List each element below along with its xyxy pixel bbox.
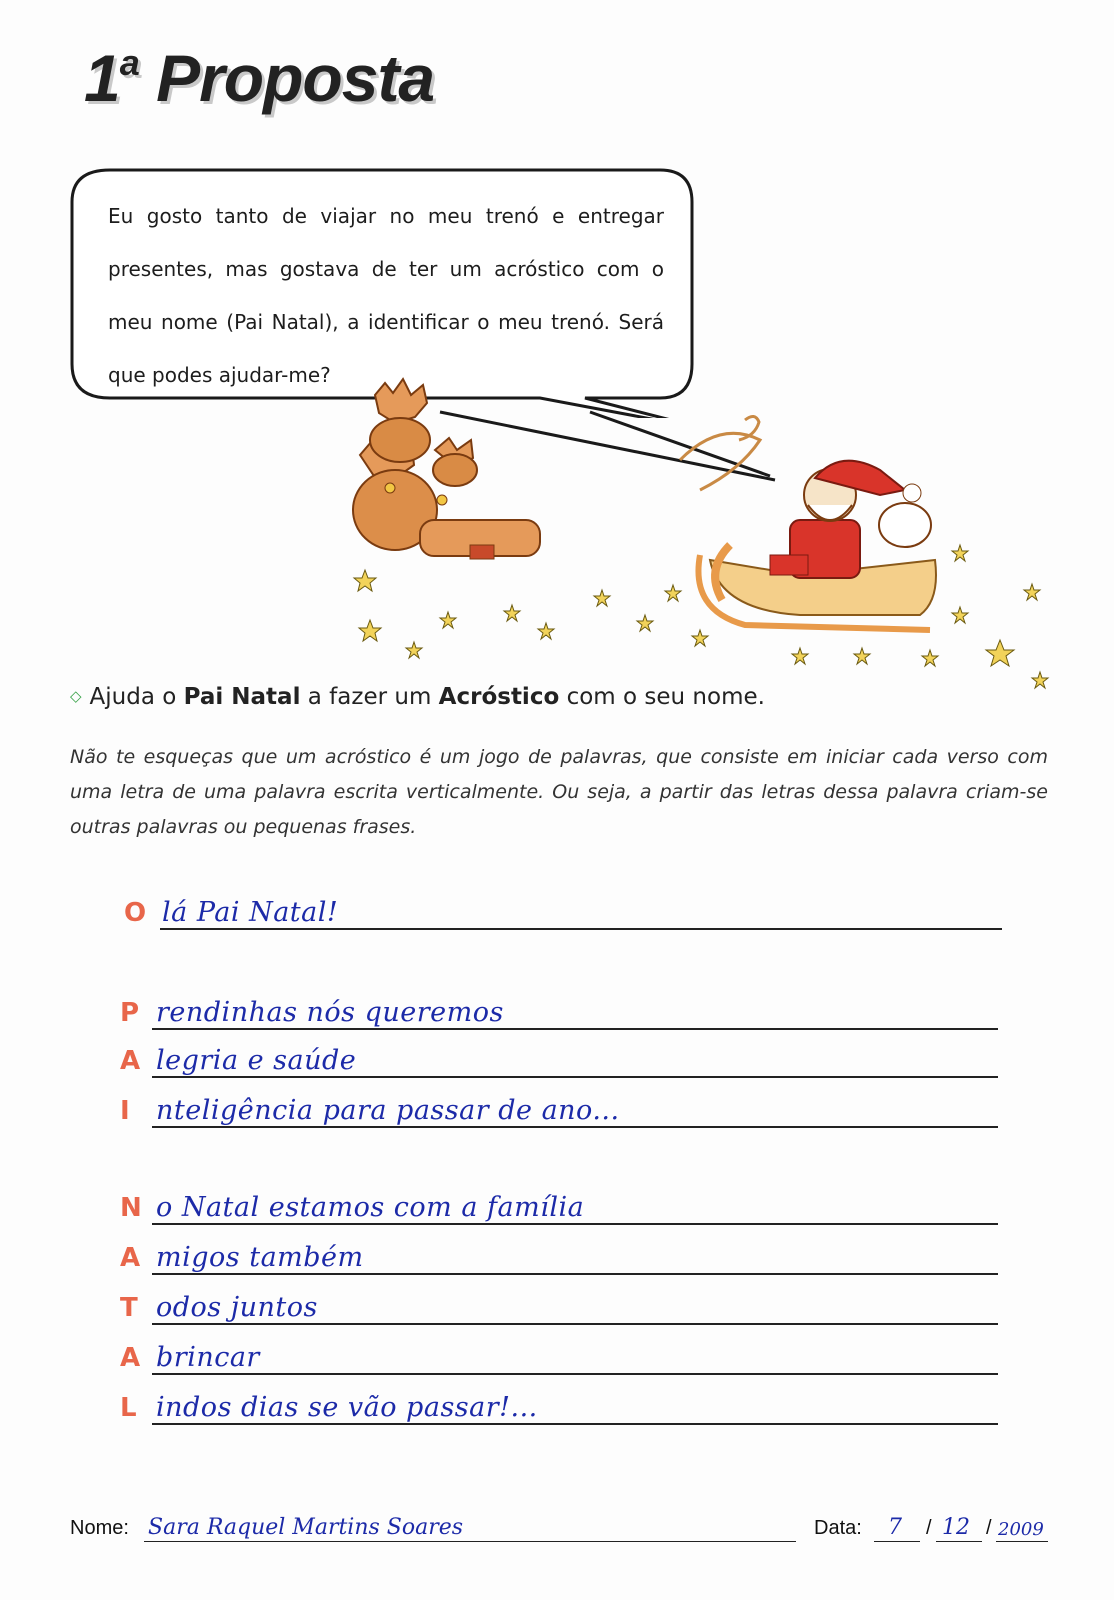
date-year-line <box>996 1541 1048 1543</box>
acrostic-letter: O <box>124 898 147 928</box>
acrostic-letter: A <box>120 1046 141 1076</box>
acrostic-answer: brincar <box>156 1342 260 1373</box>
name-label: Nome: <box>70 1517 129 1539</box>
acrostic-line-1[interactable] <box>0 890 1114 930</box>
acrostic-answer: nteligência para passar de ano... <box>156 1095 620 1126</box>
writing-line <box>152 1273 998 1275</box>
acrostic-letter: I <box>120 1096 130 1126</box>
date-month-line <box>936 1541 982 1543</box>
acrostic-answer: rendinhas nós queremos <box>156 997 504 1028</box>
acrostic-line-3[interactable] <box>0 1038 1114 1078</box>
writing-line <box>152 1076 998 1078</box>
writing-line <box>152 1323 998 1325</box>
date-year-field[interactable]: 2009 <box>998 1519 1044 1540</box>
acrostic-answer: lá Pai Natal! <box>162 897 339 928</box>
footer <box>70 1508 1050 1548</box>
writing-line <box>152 1423 998 1425</box>
acrostic-letter: P <box>120 998 140 1028</box>
date-separator: / <box>986 1517 992 1539</box>
acrostic-letter: T <box>120 1293 138 1323</box>
santa-sleigh-illustration <box>0 0 1114 700</box>
acrostic-explanation: Não te esqueças que um acróstico é um jogo de palavras, que consiste em iniciar cada verso com uma letra de uma palavra escrita verticalmente. Ou seja, a partir das letras dessa palavra criam-se outras palavras ou pequenas frases. <box>70 746 1048 838</box>
acrostic-answer: odos juntos <box>156 1292 318 1323</box>
name-field[interactable]: Sara Raquel Martins Soares <box>148 1515 464 1540</box>
acrostic-letter: A <box>120 1343 141 1373</box>
writing-line <box>152 1126 998 1128</box>
acrostic-letter: A <box>120 1243 141 1273</box>
speech-bubble-text: Eu gosto tanto de viajar no meu trenó e entregar presentes, mas gostava de ter um acróstico com o meu nome (Pai Natal), a identificar o meu trenó. Será que podes ajudar-me? <box>108 204 664 387</box>
acrostic-answer: indos dias se vão passar!... <box>156 1392 538 1423</box>
acrostic-line-7[interactable] <box>0 1285 1114 1325</box>
writing-line <box>152 1373 998 1375</box>
acrostic-line-8[interactable] <box>0 1335 1114 1375</box>
acrostic-answer: o Natal estamos com a família <box>156 1192 585 1223</box>
acrostic-line-5[interactable] <box>0 1185 1114 1225</box>
diamond-bullet-icon: ◇ <box>70 687 82 705</box>
date-month-field[interactable]: 12 <box>942 1515 970 1540</box>
writing-line <box>152 1223 998 1225</box>
date-day-line <box>874 1541 920 1543</box>
santa-illustration <box>698 461 936 630</box>
acrostic-letter: L <box>120 1393 137 1423</box>
acrostic-letter: N <box>120 1193 142 1223</box>
name-line <box>144 1541 796 1543</box>
acrostic-line-2[interactable] <box>0 990 1114 1030</box>
reindeer-illustration <box>353 379 540 559</box>
page-title: 1$^a$ Proposta <box>84 41 435 115</box>
date-label: Data: <box>814 1517 862 1539</box>
acrostic-answer: migos também <box>156 1242 364 1273</box>
date-day-field[interactable]: 7 <box>888 1515 902 1540</box>
writing-line <box>152 1028 998 1030</box>
date-separator: / <box>926 1517 932 1539</box>
acrostic-line-4[interactable] <box>0 1088 1114 1128</box>
acrostic-line-9[interactable] <box>0 1385 1114 1425</box>
writing-line <box>160 928 1002 930</box>
instruction-text: ◇ Ajuda o Pai Natal a fazer um Acróstico com o seu nome. <box>70 684 765 710</box>
acrostic-line-6[interactable] <box>0 1235 1114 1275</box>
acrostic-answer: legria e saúde <box>156 1045 357 1076</box>
